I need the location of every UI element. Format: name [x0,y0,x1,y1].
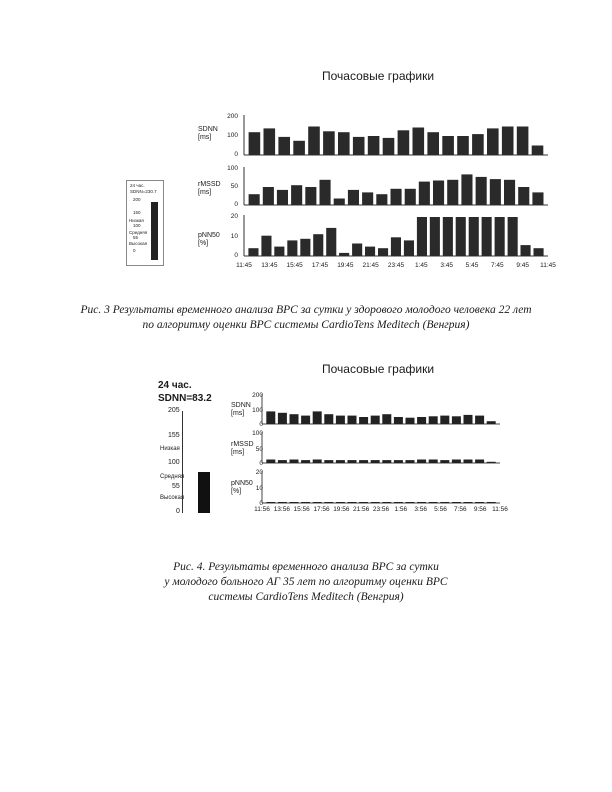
summary-tick: 150 [133,210,141,215]
bar-pnn50-1 [278,502,287,503]
x-tick-label: 9:56 [473,506,487,513]
bar-pnn50-5 [324,502,333,503]
bar-rmssd-7 [348,460,357,463]
summary-tick: 100 [133,223,141,228]
summary-sdnn-label: SDNN=230.7 [130,189,157,194]
bar-sdnn-9 [371,416,380,424]
y-tick: 200 [227,113,238,120]
caption-line: Рис. 4. Результаты временного анализа ВРС за сутки [173,561,439,573]
bar-sdnn-4 [313,411,322,424]
x-tick-label: 7:45 [491,262,504,269]
x-tick-label: 15:56 [293,506,310,513]
caption-line: системы CardioTens Meditech (Венгрия) [208,591,404,603]
x-tick-label: 9:45 [516,262,529,269]
y-tick: 0 [234,252,238,259]
bar-sdnn-5 [324,414,333,424]
bar-sdnn-7 [348,416,357,424]
bar-sdnn-14 [429,416,438,424]
bar-pnn50-8 [359,502,368,503]
panel-label-sdnn: SDNN [ms] [198,126,218,141]
summary-zone-label: Низкая [129,218,144,223]
x-tick-label: 17:56 [313,506,330,513]
bar-pnn50-2 [290,502,299,503]
bar-rmssd-2 [290,460,299,464]
bar-rmssd-8 [359,460,368,463]
y-tick: 10 [255,485,263,492]
bar-pnn50-4 [313,502,322,503]
bar-sdnn-12 [406,418,415,424]
summary-tick: 205 [168,407,180,414]
figure-3-title: Почасовые графики [322,69,435,83]
bar-sdnn-10 [382,414,391,424]
figure-4-title: Почасовые графики [322,362,435,376]
y-tick: 50 [255,446,263,453]
x-tick-label: 11:56 [254,506,270,513]
caption-line: Рис. 3 Результаты временного анализа ВРС за сутки у здорового молодого человека 22 лет [80,304,532,316]
bar-sdnn-15 [440,416,449,424]
bar-pnn50-19 [487,502,496,503]
x-tick-label: 23:56 [372,506,390,513]
x-tick-label: 17:45 [311,262,329,269]
bar-rmssd-4 [313,460,322,464]
bar-rmssd-3 [301,460,310,463]
caption-line: у молодого больного АГ 35 лет по алгоритму оценки ВРС [164,576,448,588]
bar-rmssd-1 [278,460,287,463]
bar-pnn50-3 [301,502,310,503]
summary-title: 24 час. [158,380,192,391]
panel-label-sdnn: SDNN [ms] [231,402,251,417]
summary-zone-label: Средняя [129,230,148,235]
bar-pnn50-16 [452,502,461,503]
y-tick: 0 [259,500,263,507]
bar-rmssd-10 [382,460,391,463]
y-tick: 0 [259,421,263,428]
bar-sdnn-16 [452,416,461,424]
x-tick-label: 11:45 [540,262,556,269]
summary-zone-label: Низкая [160,446,180,452]
x-tick-label: 21:45 [362,262,379,269]
x-tick-label: 7:56 [454,506,467,513]
summary-tick: 0 [133,248,136,253]
bar-sdnn-2 [290,414,299,424]
summary-sdnn-label: SDNN=83.2 [158,393,212,404]
bar-rmssd-15 [440,460,449,463]
y-tick: 100 [252,407,263,414]
y-tick: 0 [234,151,238,158]
y-tick: 100 [227,165,238,172]
bar-rmssd-9 [371,460,380,463]
panel-label-pnn50: pNN50 [%] [198,232,220,247]
y-tick: 200 [252,392,263,399]
bar-rmssd-13 [417,460,426,464]
summary-zone-label: Высокая [160,495,185,501]
y-tick: 100 [252,430,263,437]
summary-tick: 0 [176,508,180,515]
y-tick: 10 [230,233,238,240]
bar-rmssd-12 [406,460,415,463]
y-tick: 0 [259,460,263,467]
x-tick-label: 11:45 [236,262,252,269]
summary-zone-label: Средняя [160,474,185,480]
x-tick-label: 19:56 [333,506,350,513]
bar-rmssd-14 [429,460,438,464]
bar-pnn50-14 [429,502,438,503]
bar-sdnn-0 [266,411,275,424]
bar-pnn50-7 [348,502,357,503]
bar-rmssd-0 [266,460,275,464]
x-tick-label: 23:45 [387,262,405,269]
figure-4-caption [60,560,552,605]
bar-sdnn-18 [475,416,484,424]
x-tick-label: 5:56 [434,506,447,513]
bar-sdnn-1 [278,413,287,424]
x-tick-label: 13:56 [273,506,290,513]
x-tick-label: 19:45 [337,262,354,269]
bar-pnn50-15 [440,502,449,503]
bar-pnn50-13 [417,502,426,503]
x-tick-label: 5:45 [465,262,479,269]
summary-title: 24 час. [130,183,145,188]
y-tick: 0 [234,201,238,208]
bar-sdnn-19 [487,421,496,424]
bar-pnn50-11 [394,502,403,503]
bar-sdnn-17 [464,415,473,424]
bar-pnn50-10 [382,502,391,503]
bar-sdnn-3 [301,416,310,424]
caption-line: по алгоритму оценки ВРС системы CardioTens Meditech (Венгрия) [142,319,470,331]
panel-label-pnn50: pNN50 [%] [231,480,253,495]
summary-zone-label: Высокая [129,241,148,246]
bar-rmssd-17 [464,460,473,464]
x-tick-label: 3:45 [440,262,453,269]
bar-rmssd-6 [336,460,345,463]
x-tick-label: 1:56 [394,506,408,513]
bar-rmssd-19 [487,462,496,463]
bar-pnn50-12 [406,502,415,503]
bar-sdnn-6 [336,416,345,424]
panel-label-rmssd: rMSSD [ms] [231,441,254,456]
bar-rmssd-5 [324,460,333,463]
bar-rmssd-18 [475,460,484,464]
x-tick-label: 21:56 [353,506,370,513]
bar-pnn50-9 [371,502,380,503]
bar-sdnn-13 [417,417,426,424]
bar-sdnn-11 [394,417,403,424]
y-tick: 100 [227,132,238,139]
x-tick-label: 1:45 [415,262,428,269]
bar-sdnn-8 [359,417,368,424]
panel-label-rmssd: rMSSD [ms] [198,181,221,196]
bar-rmssd-11 [394,460,403,463]
bar-pnn50-18 [475,502,484,503]
summary-tick: 200 [133,197,141,202]
bar-pnn50-0 [266,502,275,503]
x-tick-label: 11:56 [492,506,508,513]
summary-tick: 55 [133,235,139,240]
x-tick-label: 3:56 [414,506,427,513]
bar-rmssd-16 [452,460,461,464]
bar-pnn50-17 [464,502,473,503]
x-tick-label: 13:45 [261,262,278,269]
summary-tick: 155 [168,432,180,439]
summary-tick: 55 [172,483,180,490]
y-tick: 50 [230,183,238,190]
bar-pnn50-6 [336,502,345,503]
x-tick-label: 15:45 [286,262,303,269]
summary-tick: 100 [168,459,180,466]
y-tick: 20 [230,213,238,220]
y-tick: 20 [255,469,263,476]
